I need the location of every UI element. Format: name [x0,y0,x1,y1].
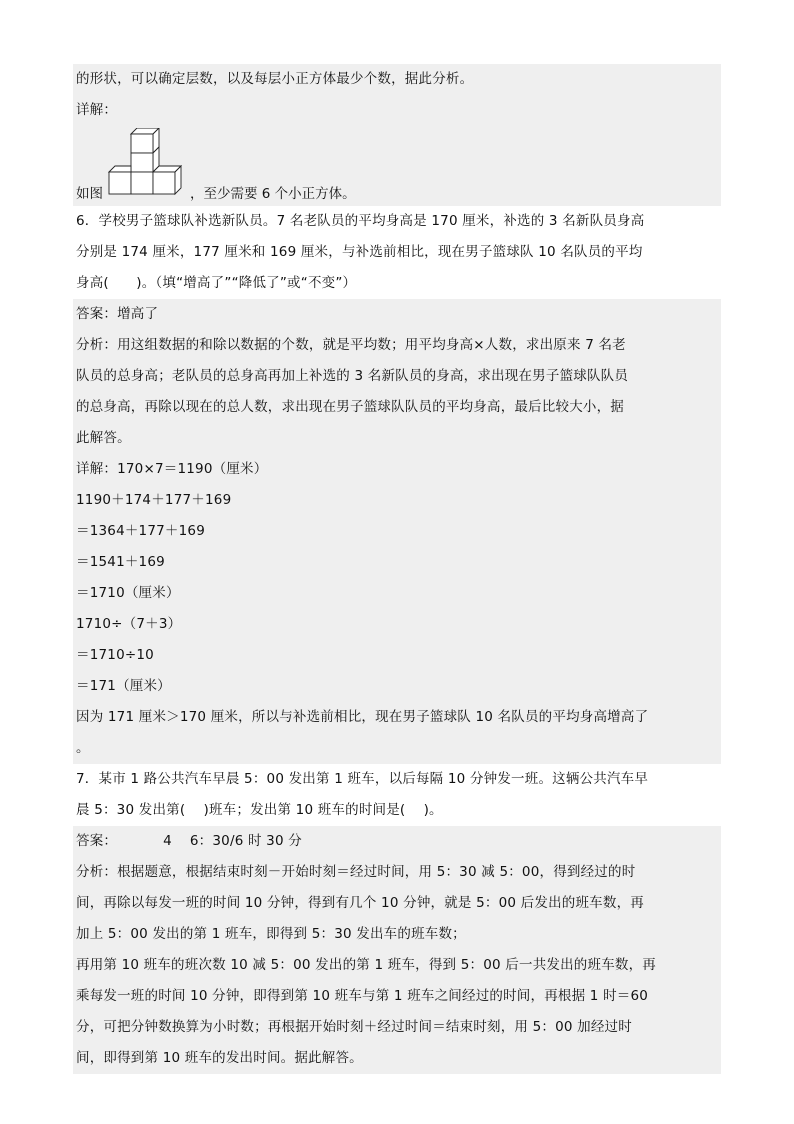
q7-line-1: 7．某市 1 路公共汽车早晨 5：00 发出第 1 班车，以后每隔 10 分钟发一班。这辆公共汽车早 [76,771,649,787]
q6-detail-9: 因为 171 厘米＞170 厘米，所以与补选前相比，现在男子篮球队 10 名队员的平均身高增高了 [73,702,721,733]
figure-row [73,126,721,206]
document-page [73,64,721,1074]
q7-analysis-4: 再用第 10 班车的班次数 10 减 5：00 发出的第 1 班车，得到 5：00 后一共发出的班车数，再 [73,950,721,981]
q7-line-2: 晨 5：30 发出第( )班车；发出第 10 班车的时间是( )。 [76,802,443,818]
q7-answer-label: 答案： [76,833,118,849]
cube-stack-figure [107,128,187,202]
q7-analysis-1: 分析：根据题意，根据结束时刻－开始时刻＝经过时间，用 5：30 减 5：00，得到经过的时 [73,857,721,888]
q6-answer: 答案：增高了 [73,299,721,330]
q6-detail-1: 详解：170×7＝1190（厘米） [73,454,721,485]
q7-answer-1: 4 [163,833,172,849]
q6-analysis-1: 分析：用这组数据的和除以数据的个数，就是平均数；用平均身高×人数，求出原来 7 名老 [73,330,721,361]
q7-analysis-5: 乘每发一班的时间 10 分钟，即得到第 10 班车与第 1 班车之间经过的时间，再根据 1 时＝60 [73,981,721,1012]
q6-detail-8: ＝171（厘米） [73,671,721,702]
figure-prefix: 如图 [76,186,103,202]
q6-detail-2: 1190＋174＋177＋169 [73,485,721,516]
q6-analysis-3: 的总身高，再除以现在的总人数，求出现在男子篮球队队员的平均身高，最后比较大小，据 [73,392,721,423]
q7-analysis-6: 分，可把分钟数换算为小时数；再根据开始时刻＋经过时间＝结束时刻，用 5：00 加经过时 [73,1012,721,1043]
figure-suffix: ，至少需要 6 个小正方体。 [190,186,356,202]
q7-analysis-3: 加上 5：00 发出的第 1 班车，即得到 5：30 发出车的班车数； [73,919,721,950]
q7-answer-2: 6：30/6 时 30 分 [189,833,302,849]
q7-answer [73,826,721,857]
intro-text: 的形状，可以确定层数，以及每层小正方体最少个数，据此分析。 [73,64,721,95]
q6-line-1: 6．学校男子篮球队补选新队员。7 名老队员的平均身高是 170 厘米，补选的 3 名新队员身高 [76,213,645,229]
q6-analysis-2: 队员的总身高；老队员的总身高再加上补选的 3 名新队员的身高，求出现在男子篮球队队员 [73,361,721,392]
q7-analysis-2: 间，再除以每发一班的时间 10 分钟，得到有几个 10 分钟，就是 5：00 后发出的班车数，再 [73,888,721,919]
q6-detail-10: 。 [73,733,721,764]
q6-detail-5: ＝1710（厘米） [73,578,721,609]
q7-analysis-7: 间，即得到第 10 班车的发出时间。据此解答。 [73,1043,721,1074]
q6-detail-4: ＝1541＋169 [73,547,721,578]
q6-line-3: 身高( )。（填“增高了”“降低了”或“不变”） [76,275,357,291]
q6-detail-3: ＝1364＋177＋169 [73,516,721,547]
q6-analysis-4: 此解答。 [73,423,721,454]
q6-line-2: 分别是 174 厘米，177 厘米和 169 厘米，与补选前相比，现在男子篮球队 10 名队员的平均 [76,244,643,260]
q6-detail-7: ＝1710÷10 [73,640,721,671]
detail-label: 详解： [73,95,721,126]
q6-detail-6: 1710÷（7＋3） [73,609,721,640]
